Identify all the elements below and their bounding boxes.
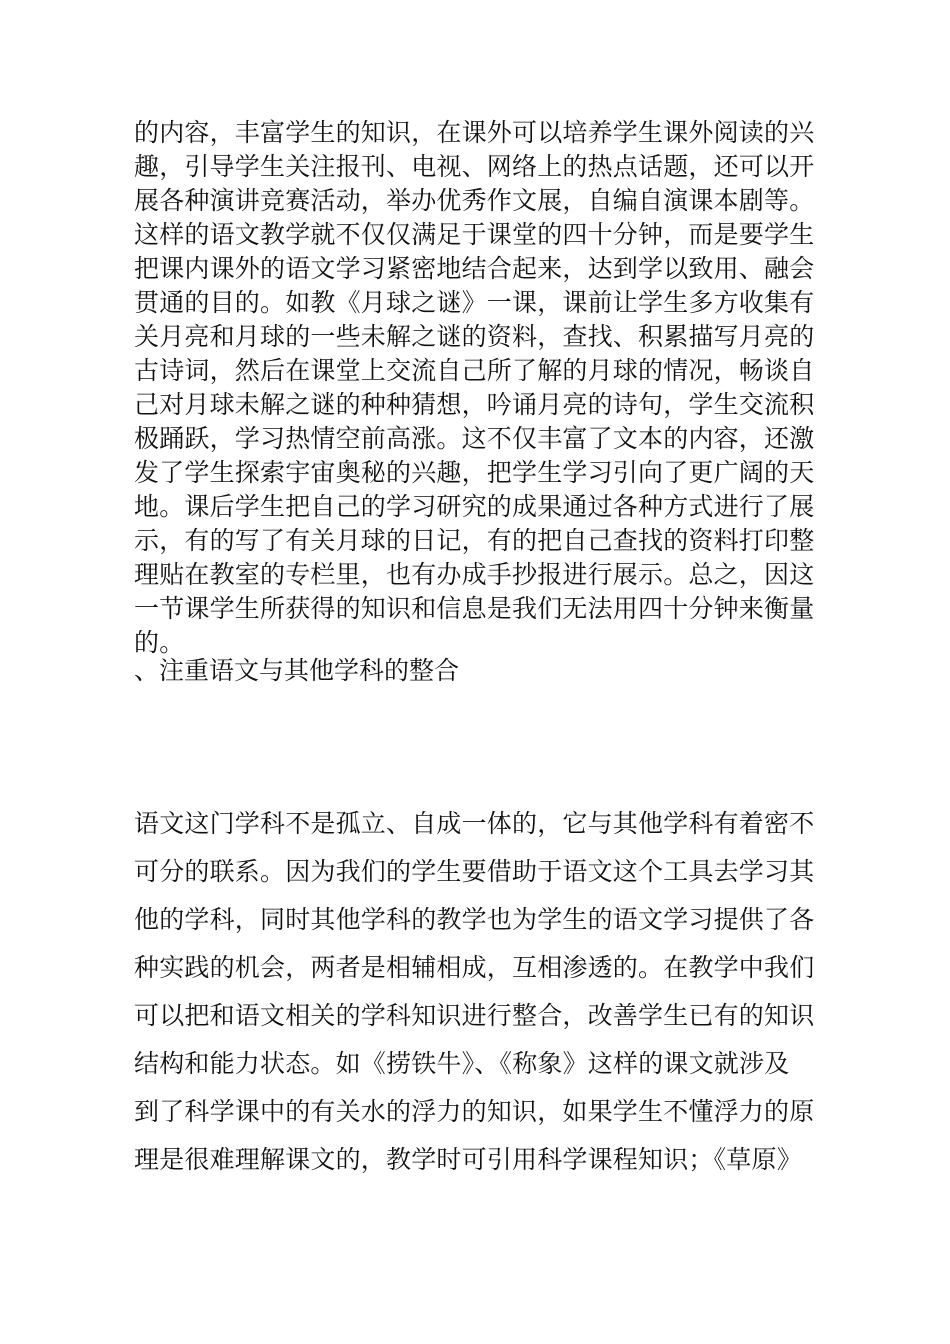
- paragraph-line: 可以把和语文相关的学科知识进行整合，改善学生已有的知识: [134, 1001, 815, 1030]
- paragraph-line: 己对月球未解之谜的种种猜想，吟诵月亮的诗句，学生交流积: [134, 390, 815, 419]
- paragraph-line: 示，有的写了有关月球的日记，有的把自己查找的资料打印整: [134, 526, 815, 555]
- section-heading: 、注重语文与其他学科的整合: [134, 656, 460, 685]
- paragraph-line: 发了学生探索宇宙奥秘的兴趣，把学生学习引向了更广阔的天: [134, 458, 815, 487]
- paragraph-line: 可分的联系。因为我们的学生要借助于语文这个工具去学习其: [134, 857, 815, 886]
- paragraph-line: 古诗词，然后在课堂上交流自己所了解的月球的情况，畅谈自: [134, 356, 815, 385]
- paragraph-line: 他的学科，同时其他学科的教学也为学生的语文学习提供了各: [134, 905, 815, 934]
- paragraph-line: 极踊跃，学习热情空前高涨。这不仅丰富了文本的内容，还激: [134, 424, 815, 453]
- paragraph-line: 的。: [134, 628, 185, 657]
- paragraph-line: 关月亮和月球的一些未解之谜的资料，查找、积累描写月亮的: [134, 322, 815, 351]
- paragraph-line: 理是很难理解课文的，教学时可引用科学课程知识；《草原》: [134, 1145, 802, 1174]
- paragraph-line: 到了科学课中的有关水的浮力的知识，如果学生不懂浮力的原: [134, 1097, 815, 1126]
- paragraph-line: 贯通的目的。如教《月球之谜》一课，课前让学生多方收集有: [134, 288, 815, 317]
- paragraph-line: 趣，引导学生关注报刊、电视、网络上的热点话题，还可以开: [134, 152, 815, 181]
- paragraph-line: 语文这门学科不是孤立、自成一体的，它与其他学科有着密不: [134, 809, 815, 838]
- paragraph-line: 展各种演讲竞赛活动，举办优秀作文展，自编自演课本剧等。: [134, 186, 815, 215]
- paragraph-line: 理贴在教室的专栏里，也有办成手抄报进行展示。总之，因这: [134, 560, 815, 589]
- paragraph-line: 这样的语文教学就不仅仅满足于课堂的四十分钟，而是要学生: [134, 220, 815, 249]
- paragraph-line: 地。课后学生把自己的学习研究的成果通过各种方式进行了展: [134, 492, 815, 521]
- paragraph-line: 一节课学生所获得的知识和信息是我们无法用四十分钟来衡量: [134, 594, 815, 623]
- paragraph-line: 种实践的机会，两者是相辅相成，互相渗透的。在教学中我们: [134, 953, 815, 982]
- paragraph-line: 结构和能力状态。如《捞铁牛》、《称象》这样的课文就涉及: [134, 1049, 790, 1078]
- paragraph-line: 的内容，丰富学生的知识，在课外可以培养学生课外阅读的兴: [134, 118, 815, 147]
- paragraph-line: 把课内课外的语文学习紧密地结合起来，达到学以致用、融会: [134, 254, 815, 283]
